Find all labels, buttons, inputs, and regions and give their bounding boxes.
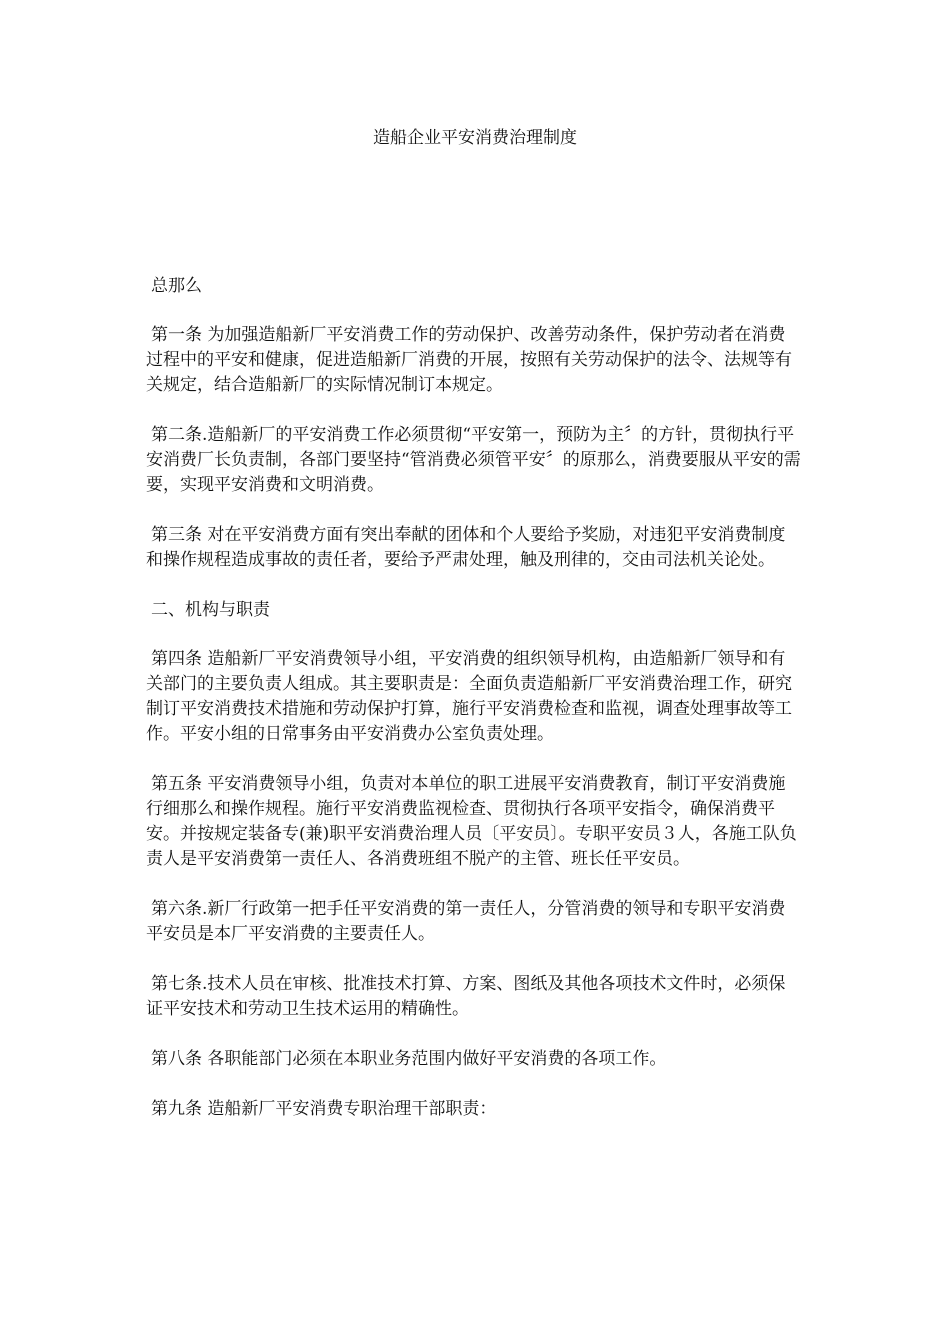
document-body: [146, 274, 802, 1147]
article-2: 第二条.造船新厂的平安消费工作必须贯彻“平安第一，预防为主〞的方针，贯彻执行平安消费厂长负责制，各部门要坚持“管消费必须管平安〞的原那么，消费要服从平安的需要，实现平安消费和文明消费。: [146, 425, 801, 495]
article-8: 第八条 各职能部门必须在本职业务范围内做好平安消费的各项工作。: [151, 1049, 667, 1069]
section-heading-organization: 二、机构与职责: [151, 600, 270, 620]
article-4: 第四条 造船新厂平安消费领导小组，平安消费的组织领导机构，由造船新厂领导和有关部门的主要负责人组成。其主要职责是：全面负责造船新厂平安消费治理工作，研究制订平安消费技术措施和劳动保护打算，施行平安消费检查和监视，调查处理事故等工作。平安小组的日常事务由平安消费办公室负责处理。: [146, 649, 792, 744]
article-1: 第一条 为加强造船新厂平安消费工作的劳动保护、改善劳动条件，保护劳动者在消费过程中的平安和健康，促进造船新厂消费的开展，按照有关劳动保护的法令、法规等有关规定，结合造船新厂的实际情况制订本规定。: [146, 325, 792, 395]
document-title: 造船企业平安消费治理制度: [373, 128, 577, 148]
article-7: 第七条.技术人员在审核、批准技术打算、方案、图纸及其他各项技术文件时，必须保证平安技术和劳动卫生技术运用的精确性。: [146, 974, 786, 1019]
article-6: 第六条.新厂行政第一把手任平安消费的第一责任人，分管消费的领导和专职平安消费平安员是本厂平安消费的主要责任人。: [146, 899, 786, 944]
article-5: 第五条 平安消费领导小组，负责对本单位的职工进展平安消费教育，制订平安消费施行细那么和操作规程。施行平安消费监视检查、贯彻执行各项平安指令，确保消费平安。并按规定装备专(兼)职平安消费治理人员〔平安员〕。专职平安员３人，各施工队负责人是平安消费第一责任人、各消费班组不脱产的主管、班长任平安员。: [146, 774, 797, 869]
article-3: 第三条 对在平安消费方面有突出奉献的团体和个人要给予奖励，对违犯平安消费制度和操作规程造成事故的责任者，要给予严肃处理，触及刑律的，交由司法机关论处。: [146, 525, 786, 570]
article-9: 第九条 造船新厂平安消费专职治理干部职责：: [151, 1099, 497, 1119]
section-heading-general: 总那么: [151, 276, 202, 296]
